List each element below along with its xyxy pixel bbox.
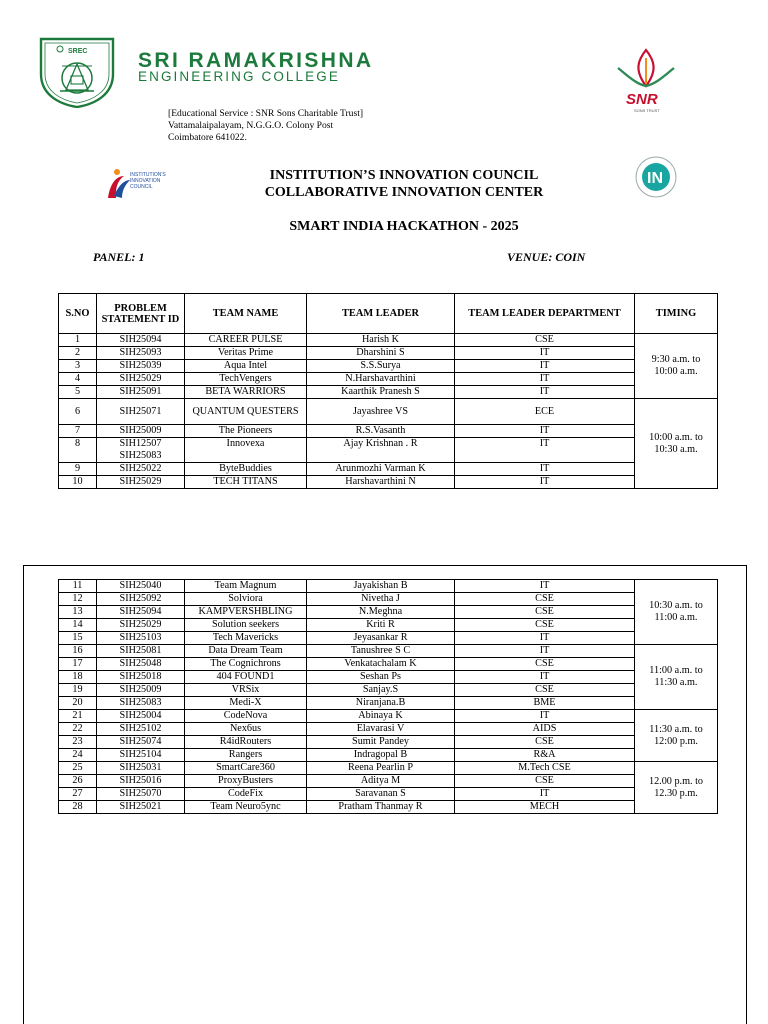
cell-team-leader: Jayashree VS <box>307 399 455 425</box>
table-row <box>59 619 718 632</box>
cell-team-leader: N.Meghna <box>307 606 455 619</box>
table-row <box>59 386 718 399</box>
col-header-department: TEAM LEADER DEPARTMENT <box>455 294 635 334</box>
cell-team-name: Veritas Prime <box>185 347 307 360</box>
cell-ps-id: SIH25021 <box>97 801 185 814</box>
cell-department: IT <box>455 671 635 684</box>
cell-ps-id: SIH25092 <box>97 593 185 606</box>
table-row <box>59 334 718 347</box>
cell-ps-id: SIH25004 <box>97 710 185 723</box>
timing-start: 12.00 p.m. to <box>648 775 704 787</box>
cell-team-leader: Saravanan S <box>307 788 455 801</box>
cell-ps-id: SIH25081 <box>97 645 185 658</box>
col-header-ps-id: PROBLEM STATEMENT ID <box>97 294 185 334</box>
cell-department: ECE <box>455 399 635 425</box>
cell-team-name: SmartCare360 <box>185 762 307 775</box>
iic-logo-text: INSTITUTION'S INNOVATION COUNCIL <box>130 172 166 190</box>
cell-department: IT <box>455 438 635 463</box>
timing-end: 10:00 a.m. <box>654 366 698 377</box>
timing-end: 12:00 p.m. <box>654 735 698 747</box>
timing-start: 10:00 a.m. to <box>649 431 703 443</box>
cell-sno: 18 <box>59 671 97 684</box>
cell-sno: 14 <box>59 619 97 632</box>
college-subtitle: ENGINEERING COLLEGE <box>138 69 340 84</box>
table-row <box>59 425 718 438</box>
cell-ps-id: SIH25070 <box>97 788 185 801</box>
cell-team-leader: Reena Pearlin P <box>307 762 455 775</box>
cell-team-name: Innovexa <box>185 438 307 463</box>
cell-department: CSE <box>455 593 635 606</box>
cell-team-name: 404 FOUND1 <box>185 671 307 684</box>
cell-team-name: KAMPVERSHBLING <box>185 606 307 619</box>
cell-department: IT <box>455 580 635 593</box>
cell-department: CSE <box>455 684 635 697</box>
cell-sno: 6 <box>59 399 97 425</box>
table-row <box>59 762 718 775</box>
table-row <box>59 788 718 801</box>
timing-start: 11:00 a.m. to <box>649 665 703 676</box>
cell-department: M.Tech CSE <box>455 762 635 775</box>
cell-department: IT <box>455 360 635 373</box>
cell-sno: 25 <box>59 762 97 775</box>
cell-team-name: Rangers <box>185 749 307 762</box>
cell-department: IT <box>455 632 635 645</box>
title-cic: COLLABORATIVE INNOVATION CENTER <box>264 185 544 200</box>
cell-department: R&A <box>455 749 635 762</box>
college-name: SRI RAMAKRISHNA <box>138 49 374 72</box>
schedule-table-2 <box>58 579 718 814</box>
col-header-sno: S.NO <box>59 294 97 334</box>
timing-slot <box>635 334 718 399</box>
cell-team-leader: Kriti R <box>307 619 455 632</box>
cell-team-leader: Jeyasankar R <box>307 632 455 645</box>
snr-logo-text: SNR <box>626 91 658 108</box>
cell-department: IT <box>455 645 635 658</box>
cell-department: IT <box>455 347 635 360</box>
timing-end: 11:30 a.m. <box>654 677 698 688</box>
cell-team-name: TechVengers <box>185 373 307 386</box>
cell-ps-id: SIH25029 <box>97 619 185 632</box>
cell-team-name: ByteBuddies <box>185 463 307 476</box>
table-header-row <box>59 294 718 334</box>
srec-logo <box>38 36 116 108</box>
cell-team-leader: Indragopal B <box>307 749 455 762</box>
cell-team-name: QUANTUM QUESTERS <box>185 399 307 425</box>
table-row <box>59 697 718 710</box>
cell-department: CSE <box>455 736 635 749</box>
cell-sno: 13 <box>59 606 97 619</box>
cell-department: CSE <box>455 775 635 788</box>
cell-department: IT <box>455 476 635 489</box>
cell-ps-id: SIH25093 <box>97 347 185 360</box>
cell-sno: 10 <box>59 476 97 489</box>
cell-sno: 4 <box>59 373 97 386</box>
timing-end: 11:00 a.m. <box>654 612 698 623</box>
cell-department: IT <box>455 425 635 438</box>
cell-team-name: Tech Mavericks <box>185 632 307 645</box>
cell-team-leader: Aditya M <box>307 775 455 788</box>
address-line-3: Coimbatore 641022. <box>168 132 247 143</box>
cell-ps-id: SIH25074 <box>97 736 185 749</box>
col-header-timing: TIMING <box>635 294 718 334</box>
table-row <box>59 476 718 489</box>
table-row <box>59 606 718 619</box>
cell-sno: 12 <box>59 593 97 606</box>
cell-ps-id: SIH25094 <box>97 606 185 619</box>
cell-ps-id: SIH25016 <box>97 775 185 788</box>
cell-team-leader: N.Harshavarthini <box>307 373 455 386</box>
address-line-2: Vattamalaipalayam, N.G.G.O. Colony Post <box>168 120 334 131</box>
timing-slot <box>635 580 718 645</box>
cell-ps-id: SIH25029 <box>97 476 185 489</box>
cell-ps-id: SIH25083 <box>97 697 185 710</box>
cell-team-leader: Kaarthik Pranesh S <box>307 386 455 399</box>
cell-department: CSE <box>455 334 635 347</box>
cell-team-name: BETA WARRIORS <box>185 386 307 399</box>
cell-team-name: The Cognichrons <box>185 658 307 671</box>
cell-department: IT <box>455 373 635 386</box>
cell-department: AIDS <box>455 723 635 736</box>
table-row <box>59 658 718 671</box>
cell-team-name: VRSix <box>185 684 307 697</box>
cell-ps-id: SIH25018 <box>97 671 185 684</box>
timing-slot <box>635 399 718 489</box>
ps-id-line-1: SIH12507 <box>119 438 162 449</box>
cell-department: MECH <box>455 801 635 814</box>
cell-team-leader: Abinaya K <box>307 710 455 723</box>
cell-sno: 7 <box>59 425 97 438</box>
schedule-table-1 <box>58 293 718 489</box>
cell-team-name: CodeFix <box>185 788 307 801</box>
table-row <box>59 645 718 658</box>
cell-sno: 1 <box>59 334 97 347</box>
timing-start: 9:30 a.m. to <box>651 354 701 365</box>
address-line-1: [Educational Service : SNR Sons Charitable Trust] <box>168 108 364 119</box>
table-row <box>59 373 718 386</box>
cell-ps-id <box>97 438 185 463</box>
table-row <box>59 801 718 814</box>
cell-ps-id: SIH25103 <box>97 632 185 645</box>
cell-sno: 27 <box>59 788 97 801</box>
cell-team-leader: Harish K <box>307 334 455 347</box>
table-row <box>59 580 718 593</box>
cell-team-leader: Seshan Ps <box>307 671 455 684</box>
cell-department: IT <box>455 463 635 476</box>
cell-team-leader: Pratham Thanmay R <box>307 801 455 814</box>
cell-sno: 2 <box>59 347 97 360</box>
cell-department: CSE <box>455 619 635 632</box>
cell-team-name: CodeNova <box>185 710 307 723</box>
cell-ps-id: SIH25039 <box>97 360 185 373</box>
cell-team-name: Aqua Intel <box>185 360 307 373</box>
title-iic: INSTITUTION’S INNOVATION COUNCIL <box>269 168 539 183</box>
cell-team-name: Medi-X <box>185 697 307 710</box>
cell-team-name: Solution seekers <box>185 619 307 632</box>
cell-ps-id: SIH25031 <box>97 762 185 775</box>
cell-team-name: Team Magnum <box>185 580 307 593</box>
table-row <box>59 593 718 606</box>
cell-team-leader: Venkatachalam K <box>307 658 455 671</box>
table-row <box>59 684 718 697</box>
in-logo-text: IN <box>647 170 663 187</box>
cell-ps-id: SIH25009 <box>97 425 185 438</box>
cell-team-leader: Elavarasi V <box>307 723 455 736</box>
cell-department: BME <box>455 697 635 710</box>
cell-ps-id: SIH25009 <box>97 684 185 697</box>
cell-team-leader: Nivetha J <box>307 593 455 606</box>
timing-start: 11:30 a.m. to <box>649 723 703 735</box>
venue-label: VENUE: COIN <box>507 250 586 264</box>
timing-slot <box>635 762 718 814</box>
col-header-team-name: TEAM NAME <box>185 294 307 334</box>
cell-team-name: CAREER PULSE <box>185 334 307 347</box>
table-row <box>59 399 718 425</box>
cell-ps-id: SIH25048 <box>97 658 185 671</box>
cell-sno: 8 <box>59 438 97 463</box>
col-header-team-leader: TEAM LEADER <box>307 294 455 334</box>
table-row <box>59 360 718 373</box>
cell-team-name: TECH TITANS <box>185 476 307 489</box>
cell-sno: 21 <box>59 710 97 723</box>
cell-sno: 26 <box>59 775 97 788</box>
table-row <box>59 710 718 723</box>
cell-department: IT <box>455 386 635 399</box>
snr-logo-small: SONS TRUST <box>634 108 660 113</box>
cell-sno: 28 <box>59 801 97 814</box>
srec-logo-badge: SREC <box>68 48 88 55</box>
cell-team-leader: S.S.Surya <box>307 360 455 373</box>
cell-sno: 5 <box>59 386 97 399</box>
cell-sno: 20 <box>59 697 97 710</box>
cell-sno: 24 <box>59 749 97 762</box>
cell-team-leader: Jayakishan B <box>307 580 455 593</box>
table-row <box>59 736 718 749</box>
cell-sno: 9 <box>59 463 97 476</box>
snr-logo <box>610 46 682 114</box>
cell-team-name: The Pioneers <box>185 425 307 438</box>
cell-sno: 11 <box>59 580 97 593</box>
title-sih: SMART INDIA HACKATHON - 2025 <box>289 219 519 234</box>
cell-team-name: ProxyBusters <box>185 775 307 788</box>
cell-ps-id: SIH25104 <box>97 749 185 762</box>
table-row <box>59 438 718 463</box>
table-row <box>59 749 718 762</box>
cell-ps-id: SIH25094 <box>97 334 185 347</box>
panel-label: PANEL: 1 <box>93 250 145 264</box>
timing-end: 12.30 p.m. <box>654 787 698 799</box>
cell-ps-id: SIH25102 <box>97 723 185 736</box>
cell-team-name: Data Dream Team <box>185 645 307 658</box>
cell-sno: 22 <box>59 723 97 736</box>
cell-sno: 23 <box>59 736 97 749</box>
cell-team-leader: Harshavarthini N <box>307 476 455 489</box>
cell-team-leader: Sumit Pandey <box>307 736 455 749</box>
table-row <box>59 463 718 476</box>
cell-ps-id: SIH25029 <box>97 373 185 386</box>
cell-team-name: Solviora <box>185 593 307 606</box>
timing-slot <box>635 645 718 710</box>
table-row <box>59 723 718 736</box>
cell-team-leader: Niranjana.B <box>307 697 455 710</box>
cell-team-leader: Sanjay.S <box>307 684 455 697</box>
cell-department: CSE <box>455 658 635 671</box>
cell-ps-id: SIH25022 <box>97 463 185 476</box>
timing-end: 10:30 a.m. <box>654 443 698 455</box>
cell-department: CSE <box>455 606 635 619</box>
timing-slot <box>635 710 718 762</box>
cell-team-leader: Dharshini S <box>307 347 455 360</box>
timing-start: 10:30 a.m. to <box>649 600 703 611</box>
cell-sno: 17 <box>59 658 97 671</box>
cell-team-leader: Tanushree S C <box>307 645 455 658</box>
cell-department: IT <box>455 788 635 801</box>
cell-team-leader: R.S.Vasanth <box>307 425 455 438</box>
cell-team-name: Team Neuro5ync <box>185 801 307 814</box>
cell-sno: 16 <box>59 645 97 658</box>
cell-team-leader: Arunmozhi Varman K <box>307 463 455 476</box>
table-row <box>59 347 718 360</box>
table-row <box>59 775 718 788</box>
cell-department: IT <box>455 710 635 723</box>
cell-sno: 3 <box>59 360 97 373</box>
cell-sno: 15 <box>59 632 97 645</box>
table-row <box>59 632 718 645</box>
cell-team-leader: Ajay Krishnan . R <box>307 438 455 463</box>
cell-ps-id: SIH25091 <box>97 386 185 399</box>
cell-ps-id: SIH25040 <box>97 580 185 593</box>
cell-ps-id: SIH25071 <box>97 399 185 425</box>
ps-id-line-2: SIH25083 <box>119 450 162 461</box>
cell-sno: 19 <box>59 684 97 697</box>
table-row <box>59 671 718 684</box>
cell-team-name: R4idRouters <box>185 736 307 749</box>
cell-team-name: Nex6us <box>185 723 307 736</box>
